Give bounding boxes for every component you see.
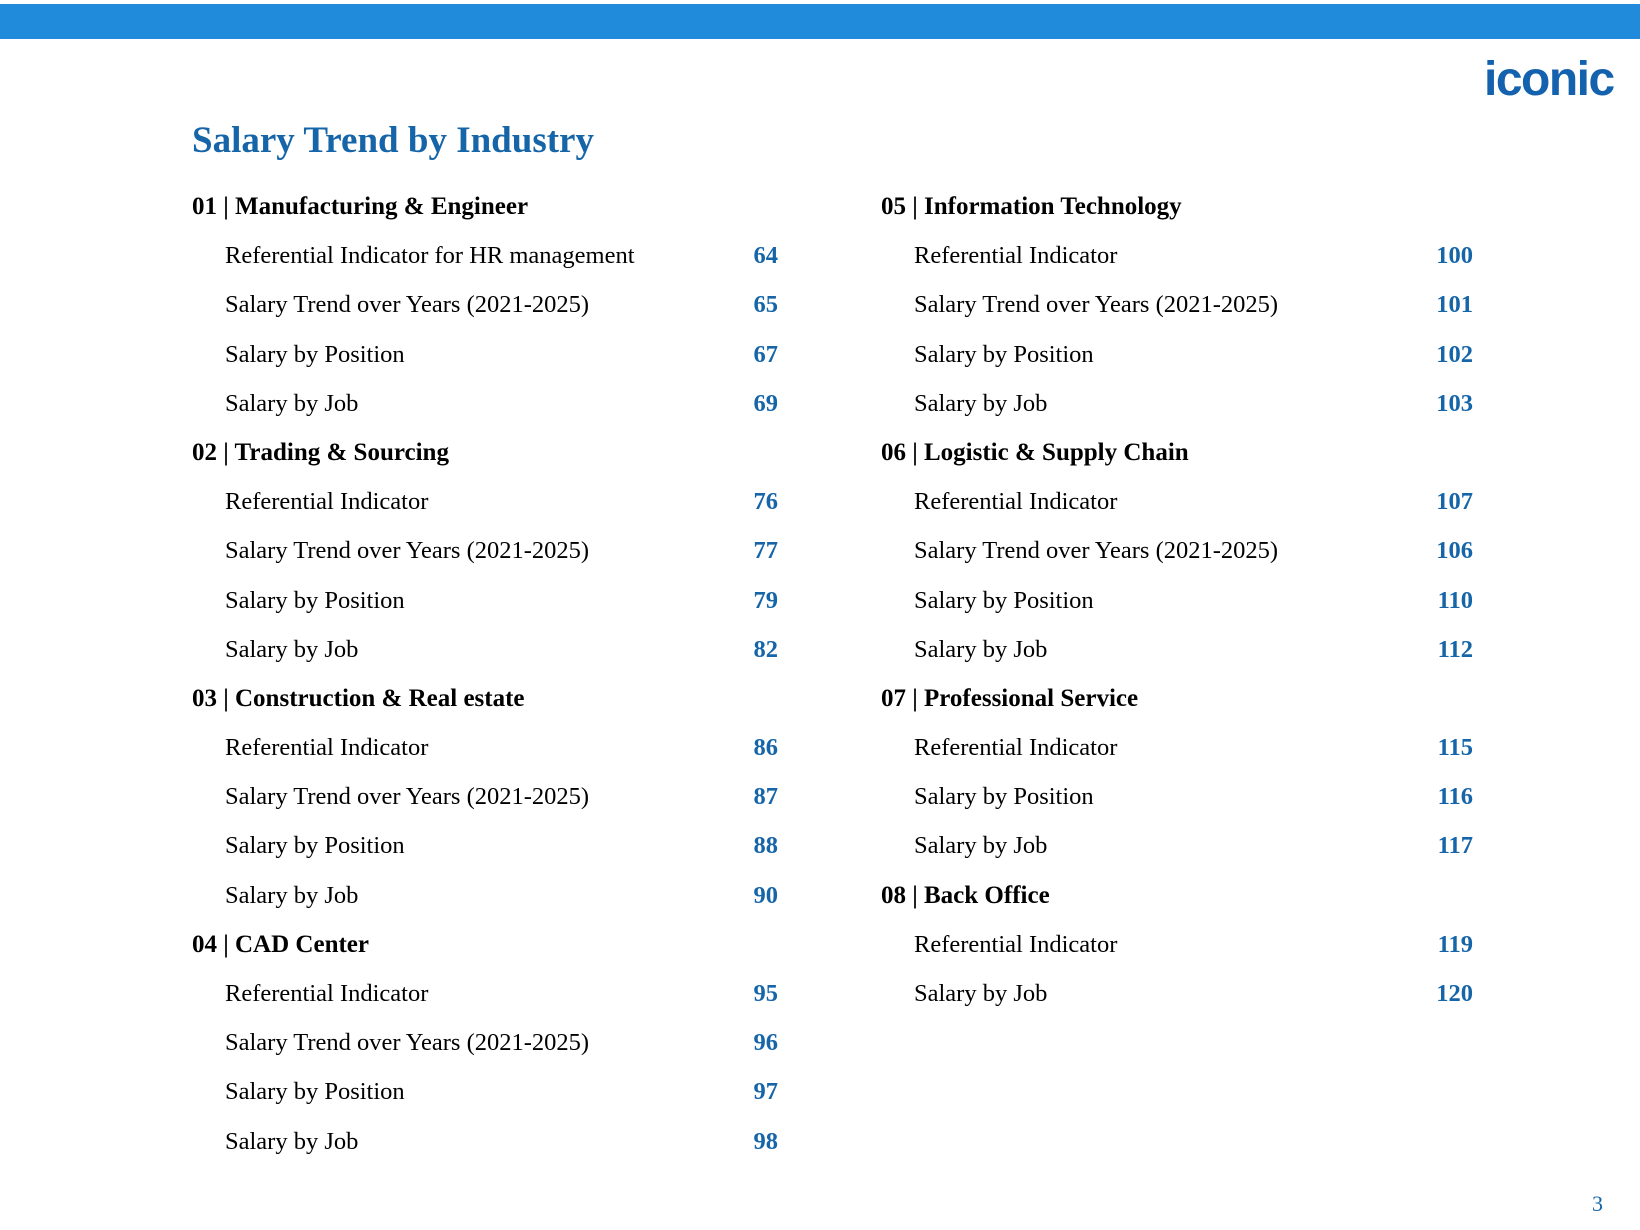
toc-entry-label: Salary by Position <box>225 340 405 368</box>
toc-page-number: 76 <box>753 488 778 516</box>
toc-entry[interactable] <box>192 1018 778 1067</box>
header-bar <box>0 4 1640 39</box>
toc-entry-label: Salary by Job <box>914 635 1048 663</box>
toc-entry[interactable] <box>192 379 778 428</box>
toc-entry-label: Salary by Job <box>225 389 359 417</box>
toc-entry-label: Salary by Position <box>225 832 405 860</box>
section-header-back-office: 08 | Back Office <box>881 881 1050 909</box>
section-header-logistic: 06 | Logistic & Supply Chain <box>881 438 1189 466</box>
toc-page-number: 95 <box>753 980 778 1007</box>
toc-entry-label: Referential Indicator for HR management <box>225 242 635 270</box>
toc-page-number: 110 <box>1437 586 1473 614</box>
toc-entry[interactable] <box>881 379 1473 428</box>
toc-page-number: 119 <box>1437 930 1473 958</box>
section-header-professional-service: 07 | Professional Service <box>881 684 1139 712</box>
toc-entry-label: Referential Indicator <box>914 734 1118 762</box>
toc-entry-label: Salary Trend over Years (2021-2025) <box>914 537 1279 565</box>
toc-page-number: 115 <box>1437 734 1473 762</box>
toc-entry-label: Salary by Position <box>225 1078 405 1106</box>
toc-page-number: 106 <box>1436 537 1473 565</box>
toc-entry[interactable] <box>881 920 1473 969</box>
toc-entry-label: Salary by Job <box>225 881 359 909</box>
toc-page-number: 100 <box>1436 242 1473 270</box>
toc-entry-label: Salary by Position <box>225 586 405 614</box>
toc-page-number: 117 <box>1437 832 1473 860</box>
toc-entry[interactable] <box>192 871 778 920</box>
toc-entry-label: Salary by Job <box>914 389 1048 417</box>
toc-entry-label: Salary Trend over Years (2021-2025) <box>914 291 1279 319</box>
toc-entry-label: Salary Trend over Years (2021-2025) <box>225 537 590 565</box>
toc-page-number: 97 <box>753 1078 778 1106</box>
toc-page-number: 101 <box>1436 291 1473 319</box>
page-title: Salary Trend by Industry <box>192 120 594 161</box>
toc-entry[interactable] <box>192 772 778 821</box>
toc-entry-label: Referential Indicator <box>914 242 1118 270</box>
toc-entry-label: Salary by Job <box>225 635 359 663</box>
toc-page-number: 87 <box>753 783 778 811</box>
section-header-manufacturing: 01 | Manufacturing & Engineer <box>192 193 529 220</box>
toc-entry[interactable] <box>881 969 1473 1018</box>
toc-entry[interactable] <box>192 723 778 772</box>
toc-entry[interactable] <box>192 625 778 674</box>
section-header-trading: 02 | Trading & Sourcing <box>192 438 449 466</box>
toc-page-number: 69 <box>753 389 778 417</box>
toc-entry[interactable] <box>881 723 1473 772</box>
toc-entry-label: Referential Indicator <box>225 734 429 762</box>
toc-entry-label: Referential Indicator <box>225 488 429 516</box>
toc-page-number: 77 <box>753 537 778 565</box>
toc-entry-label: Salary by Position <box>914 340 1094 368</box>
toc-entry-label: Referential Indicator <box>914 930 1118 958</box>
toc-entry[interactable] <box>192 477 778 526</box>
toc-entry[interactable] <box>192 969 778 1018</box>
toc-entry[interactable] <box>192 526 778 575</box>
section-header-cad-center: 04 | CAD Center <box>192 930 369 958</box>
toc-page-number: 79 <box>753 586 778 614</box>
toc-page-number: 96 <box>753 1029 778 1057</box>
toc-page-number: 67 <box>753 340 778 368</box>
toc-entry-label: Salary by Job <box>225 1127 359 1155</box>
toc-entry[interactable] <box>192 231 778 280</box>
toc-entry[interactable] <box>881 772 1473 821</box>
toc-entry[interactable] <box>192 330 778 379</box>
toc-entry[interactable] <box>192 576 778 625</box>
toc-entry-label: Salary Trend over Years (2021-2025) <box>225 783 590 811</box>
toc-page-number: 86 <box>753 734 778 762</box>
toc-right-column <box>881 182 1473 1018</box>
toc-entry[interactable] <box>192 1117 778 1166</box>
toc-entry[interactable] <box>192 821 778 870</box>
toc-page-number: 88 <box>753 832 778 860</box>
toc-page-number: 98 <box>753 1127 778 1155</box>
toc-entry-label: Salary by Position <box>914 783 1094 811</box>
toc-left-column <box>192 182 778 1166</box>
toc-entry[interactable] <box>881 477 1473 526</box>
toc-page-number: 107 <box>1436 488 1473 516</box>
toc-entry[interactable] <box>192 1067 778 1116</box>
toc-entry-label: Salary by Position <box>914 586 1094 614</box>
toc-entry[interactable] <box>881 526 1473 575</box>
toc-entry[interactable] <box>881 821 1473 870</box>
toc-entry[interactable] <box>192 280 778 329</box>
toc-entry-label: Referential Indicator <box>225 980 429 1007</box>
toc-page-number: 120 <box>1436 980 1473 1007</box>
page-number: 3 <box>1592 1191 1603 1216</box>
toc-entry-label: Salary by Job <box>914 980 1048 1007</box>
toc-page-number: 64 <box>753 242 778 270</box>
toc-page-number: 65 <box>753 291 778 319</box>
toc-page-number: 102 <box>1436 340 1473 368</box>
section-header-information-technology: 05 | Information Technology <box>881 193 1182 220</box>
brand-logo: iconic <box>1484 53 1614 106</box>
toc-entry-label: Salary Trend over Years (2021-2025) <box>225 291 590 319</box>
toc-entry-label: Salary Trend over Years (2021-2025) <box>225 1029 590 1057</box>
toc-page-number: 103 <box>1436 389 1473 417</box>
toc-entry[interactable] <box>881 330 1473 379</box>
toc-page-number: 116 <box>1437 783 1473 811</box>
section-header-construction: 03 | Construction & Real estate <box>192 684 525 712</box>
toc-page-number: 112 <box>1437 635 1473 663</box>
toc-entry-label: Salary by Job <box>914 832 1048 860</box>
toc-page-number: 90 <box>753 881 778 909</box>
toc-entry[interactable] <box>881 576 1473 625</box>
toc-entry[interactable] <box>881 625 1473 674</box>
toc-entry-label: Referential Indicator <box>914 488 1118 516</box>
toc-entry[interactable] <box>881 280 1473 329</box>
toc-entry[interactable] <box>881 231 1473 280</box>
toc-page-number: 82 <box>753 635 778 663</box>
